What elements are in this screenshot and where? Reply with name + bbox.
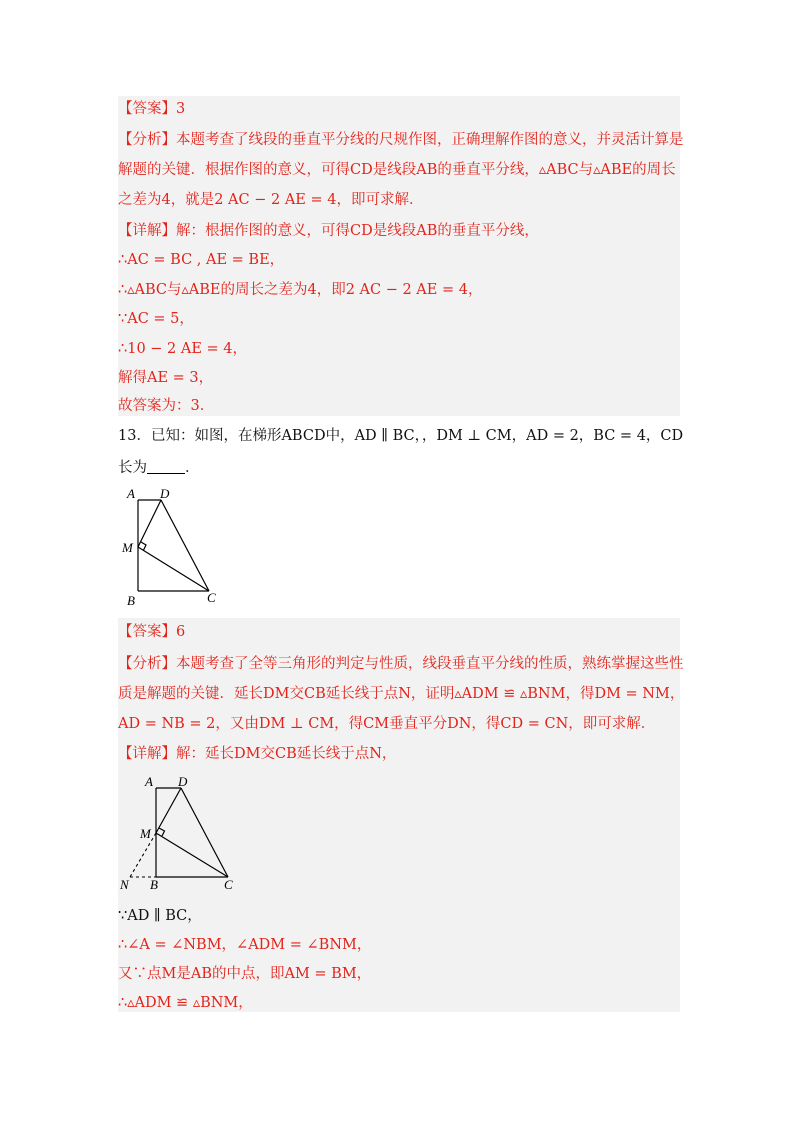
fig1-label-b: B [127, 593, 135, 608]
question-13-prefix: 长为 [118, 460, 147, 476]
answer-blank [147, 459, 185, 474]
detail-2-line-4: 又∵点M是AB的中点，即AM = BM， [118, 966, 372, 982]
fig2-label-n: N [120, 877, 129, 892]
fig1-label-a: A [127, 486, 135, 501]
fig2-label-d: D [178, 774, 188, 789]
detail-2-line-5: ∴▵ADM ≌ ▵BNM， [118, 995, 253, 1011]
analysis-2-line-1: 【分析】本题考查了全等三角形的判定与性质，线段垂直平分线的性质，熟练掌握这些性 [118, 656, 684, 672]
detail-1-line-1: 【详解】解：根据作图的意义，可得CD是线段AB的垂直平分线， [118, 223, 539, 239]
question-13-line-1: 13．已知：如图，在梯形ABCD中，AD ∥ BC，，DM ⊥ CM，AD = 2，BC = 4，CD [118, 428, 684, 444]
detail-1-line-6: 解得AE = 3， [118, 370, 214, 386]
analysis-2-line-3: AD = NB = 2，又由DM ⊥ CM，得CM垂直平分DN，得CD = CN，即可求解． [118, 716, 656, 732]
analysis-1-line-2: 解题的关键．根据作图的意义，可得CD是线段AB的垂直平分线，▵ABC与▵ABE的周长 [118, 162, 676, 178]
detail-2-line-3: ∴∠A = ∠NBM，∠ADM = ∠BNM， [118, 937, 372, 953]
figure-trapezoid-2 [118, 770, 248, 894]
fig2-label-c: C [224, 877, 233, 892]
detail-1-line-3: ∴▵ABC与▵ABE的周长之差为4，即2 AC − 2 AE = 4， [118, 282, 483, 298]
detail-1-line-4: ∵AC = 5， [118, 311, 194, 327]
fig1-label-c: C [207, 590, 216, 605]
detail-2-line-2: ∵AD ∥ BC， [118, 908, 202, 924]
figure-trapezoid-1 [118, 484, 238, 612]
analysis-1-line-1: 【分析】本题考查了线段的垂直平分线的尺规作图，正确理解作图的意义，并灵活计算是 [118, 132, 684, 148]
detail-1-line-5: ∴10 − 2 AE = 4， [118, 341, 248, 357]
answer-2: 【答案】6 [118, 624, 186, 640]
fig2-label-m: M [140, 826, 151, 841]
question-13-line-2 [118, 458, 200, 478]
analysis-1-line-3: 之差为4，就是2 AC − 2 AE = 4，即可求解． [118, 192, 424, 208]
analysis-2-line-2: 质是解题的关键．延长DM交CB延长线于点N，证明▵ADM ≌ ▵BNM，得DM = NM， [118, 686, 685, 702]
fig2-label-a: A [145, 774, 153, 789]
question-13-end: ． [185, 460, 200, 476]
fig2-label-b: B [150, 877, 158, 892]
fig1-label-m: M [122, 540, 133, 555]
detail-1-line-7: 故答案为：3． [118, 398, 215, 414]
detail-1-line-2: ∴AC = BC , AE = BE， [118, 252, 285, 268]
fig1-label-d: D [160, 486, 170, 501]
detail-2-line-1: 【详解】解：延长DM交CB延长线于点N， [118, 746, 397, 762]
answer-1: 【答案】3 [118, 101, 186, 117]
